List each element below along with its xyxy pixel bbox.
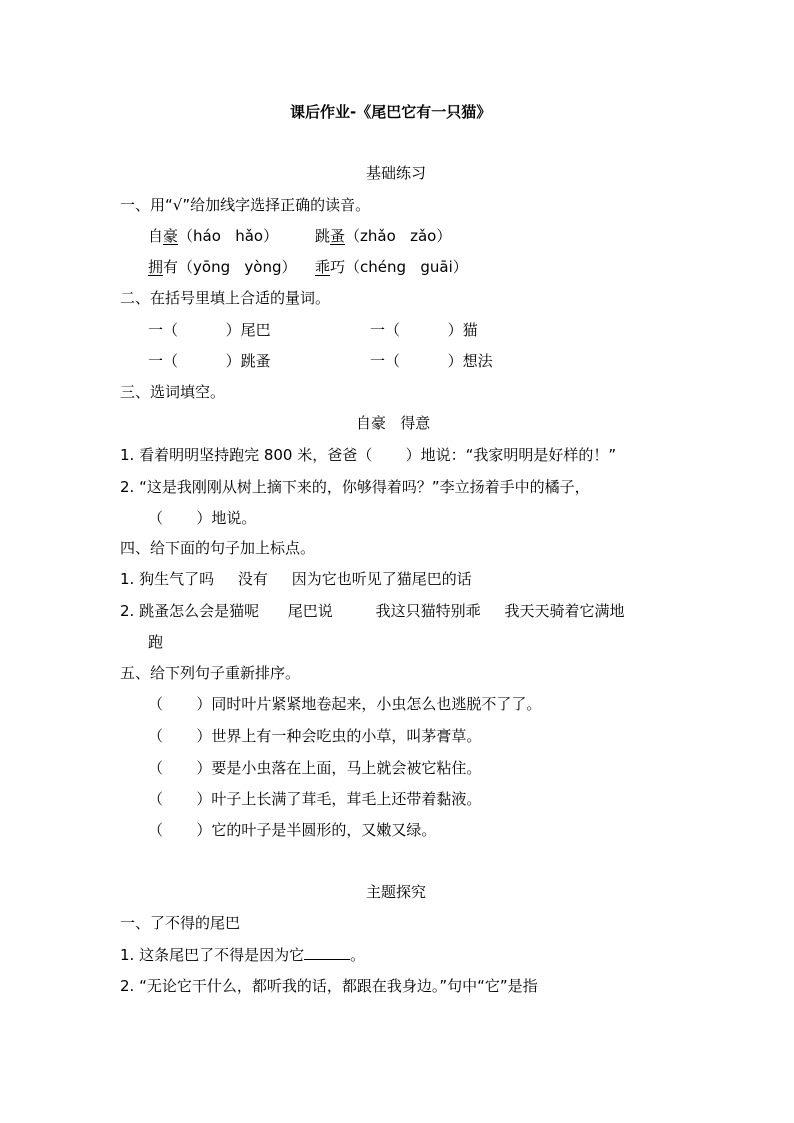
question-3-sentence-2-cont: （ ）地说。: [148, 509, 257, 527]
question-5-item: （ ）叶子上长满了茸毛，茸毛上还带着黏液。: [148, 790, 482, 808]
underlined-char: 豪: [163, 227, 179, 245]
question-4-sentence-2-cont: 跑: [148, 633, 164, 651]
question-1-heading: 一、用“√”给加线字选择正确的读音。: [120, 196, 371, 214]
answer-blank[interactable]: [304, 945, 350, 960]
underlined-char: 乖: [315, 258, 331, 276]
question-4-heading: 四、给下面的句子加上标点。: [120, 539, 316, 557]
question-5-item: （ ）要是小虫落在上面，马上就会被它粘住。: [148, 759, 482, 777]
question-3-heading: 三、选词填空。: [120, 383, 226, 401]
theme-1-heading: 一、了不得的尾巴: [120, 914, 241, 932]
question-2-item: 一（ ）猫: [370, 321, 478, 339]
question-3-word-choices: 自豪 得意: [356, 414, 431, 432]
question-5-item: （ ）它的叶子是半圆形的，又嫩又绿。: [148, 821, 437, 839]
section-heading-basic: 基础练习: [366, 164, 427, 182]
theme-1-question-2: 2. “无论它干什么，都听我的话，都跟在我身边。”句中“它”是指: [120, 977, 538, 995]
question-1-item: 拥有（yōng yòng）: [148, 258, 297, 276]
question-5-heading: 五、给下列句子重新排序。: [120, 664, 301, 682]
section-heading-theme: 主题探究: [366, 883, 427, 901]
question-1-item: 自豪（háo hǎo）: [148, 227, 279, 245]
question-5-item: （ ）同时叶片紧紧地卷起来，小虫怎么也逃脱不了了。: [148, 695, 542, 713]
question-4-sentence-1: 1. 狗生气了吗 没有 因为它也听见了猫尾巴的话: [120, 570, 472, 588]
underlined-char: 拥: [148, 258, 164, 276]
question-3-sentence-2: 2. “这是我刚刚从树上摘下来的，你够得着吗？”李立扬着手中的橘子，: [120, 478, 590, 496]
question-2-item: 一（ ）跳蚤: [148, 352, 271, 370]
page-title: 课后作业-《尾巴它有一只猫》: [290, 103, 492, 121]
question-4-sentence-2: 2. 跳蚤怎么会是猫呢 尾巴说 我这只猫特别乖 我天天骑着它满地: [120, 602, 625, 620]
question-2-item: 一（ ）尾巴: [148, 321, 271, 339]
question-3-sentence-1: 1. 看着明明坚持跑完 800 米，爸爸（ ）地说：“我家明明是好样的！”: [120, 446, 617, 464]
question-2-heading: 二、在括号里填上合适的量词。: [120, 289, 331, 307]
underlined-char: 蚤: [330, 227, 346, 245]
question-1-item: 跳蚤（zhǎo zǎo）: [315, 227, 452, 245]
question-5-item: （ ）世界上有一种会吃虫的小草，叫茅膏草。: [148, 727, 482, 745]
question-1-item: 乖巧（chéng guāi）: [315, 258, 468, 276]
theme-1-question-1: 1. 这条尾巴了不得是因为它 。: [120, 946, 366, 964]
question-2-item: 一（ ）想法: [370, 352, 493, 370]
